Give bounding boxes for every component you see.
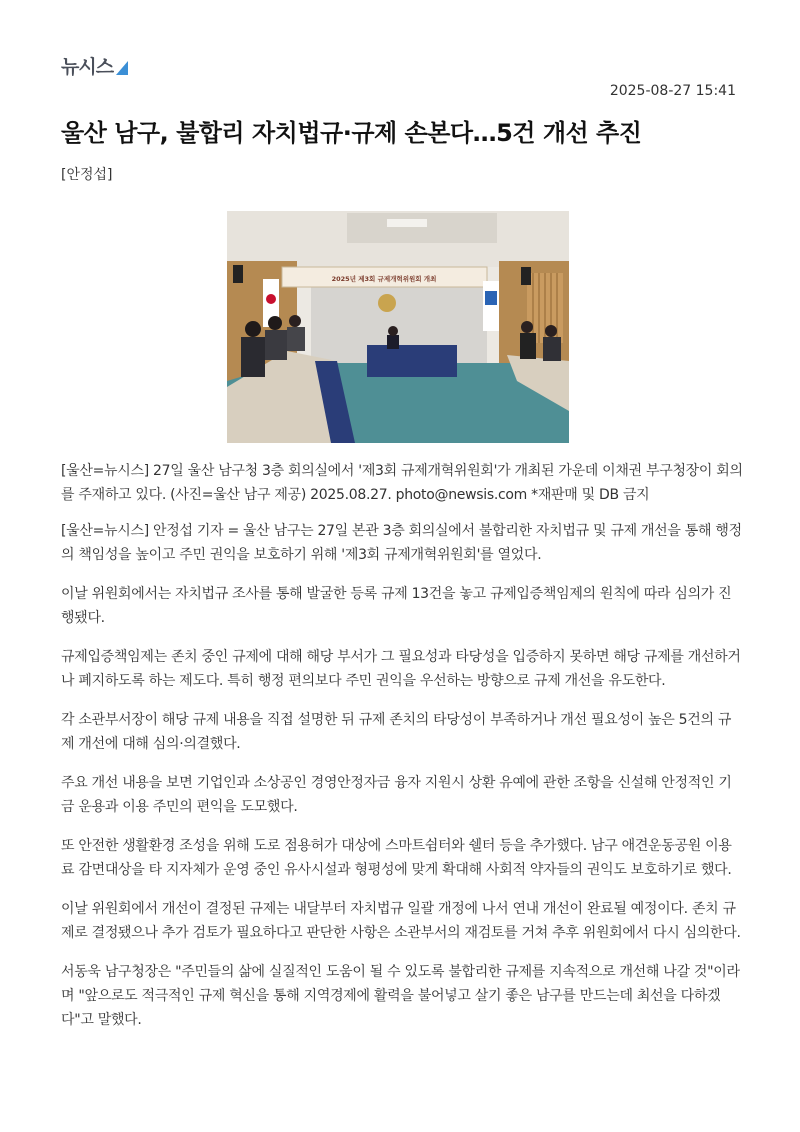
meeting-photo <box>227 211 569 443</box>
paragraph: 서동욱 남구청장은 "주민들의 삶에 실질적인 도움이 될 수 있도록 불합리한 규제를 지속적으로 개선해 나갈 것"이라며 "앞으로도 적극적인 규제 혁신을 통해 지역경제에 활력을 불어넣고 살기 좋은 남구를 만드는데 최선을 다하겠다"고 말했다. <box>61 964 740 1028</box>
newsis-logo[interactable] <box>61 52 128 79</box>
paragraph: 주요 개선 내용을 보면 기업인과 소상공인 경영안정자금 융자 지원시 상환 유예에 관한 조항을 신설해 안정적인 기금 운용과 이용 주민의 편익을 도모했다. <box>61 775 732 815</box>
logo-mark-icon <box>116 61 128 75</box>
photo-caption: [울산=뉴시스] 27일 울산 남구청 3층 회의실에서 '제3회 규제개혁위원회'가 개최된 가운데 이채권 부구청장이 회의를 주재하고 있다. (사진=울산 남구 제공) 2025.08.27. photo@newsis.com *재판매 및 DB 금지 <box>61 463 743 503</box>
article-title: 울산 남구, 불합리 자치법규·규제 손본다…5건 개선 추진 <box>61 119 642 147</box>
paragraph: 이날 위원회에서는 자치법규 조사를 통해 발굴한 등록 규제 13건을 놓고 규제입증책임제의 원칙에 따라 심의가 진행됐다. <box>61 586 732 626</box>
author-byline: [안정섭] <box>61 167 113 183</box>
article-body <box>61 459 743 1047</box>
paragraph: [울산=뉴시스] 안정섭 기자 = 울산 남구는 27일 본관 3층 회의실에서 불합리한 자치법규 및 규제 개선을 통해 행정의 책임성을 높이고 주민 권익을 보호하기 위해 '제3회 규제개혁위원회'를 열었다. <box>61 523 742 563</box>
paragraph: 이날 위원회에서 개선이 결정된 규제는 내달부터 자치법규 일괄 개정에 나서 연내 개선이 완료될 예정이다. 존치 규제로 결정됐으나 추가 검토가 필요하다고 판단한 사항은 소관부서의 재검토를 거쳐 추후 위원회에서 다시 심의한다. <box>61 901 741 941</box>
paragraph: 각 소관부서장이 해당 규제 내용을 직접 설명한 뒤 규제 존치의 타당성이 부족하거나 개선 필요성이 높은 5건의 규제 개선에 대해 심의·의결했다. <box>61 712 732 752</box>
logo-text: 뉴시스 <box>61 56 114 78</box>
paragraph: 규제입증책임제는 존치 중인 규제에 대해 해당 부서가 그 필요성과 타당성을 입증하지 못하면 해당 규제를 개선하거나 폐지하도록 하는 제도다. 특히 행정 편의보다 주민 권익을 우선하는 방향으로 규제 개선을 유도한다. <box>61 649 741 689</box>
photo-banner-text: 2025년 제3회 규제개혁위원회 개최 <box>331 275 437 283</box>
publish-date: 2025-08-27 15:41 <box>609 83 736 99</box>
paragraph: 또 안전한 생활환경 조성을 위해 도로 점용허가 대상에 스마트쉼터와 쉘터 등을 추가했다. 남구 애견운동공원 이용료 감면대상을 타 지자체가 운영 중인 유사시설과 형평성에 맞게 확대해 사회적 약자들의 권익도 보호하기로 했다. <box>61 838 732 878</box>
